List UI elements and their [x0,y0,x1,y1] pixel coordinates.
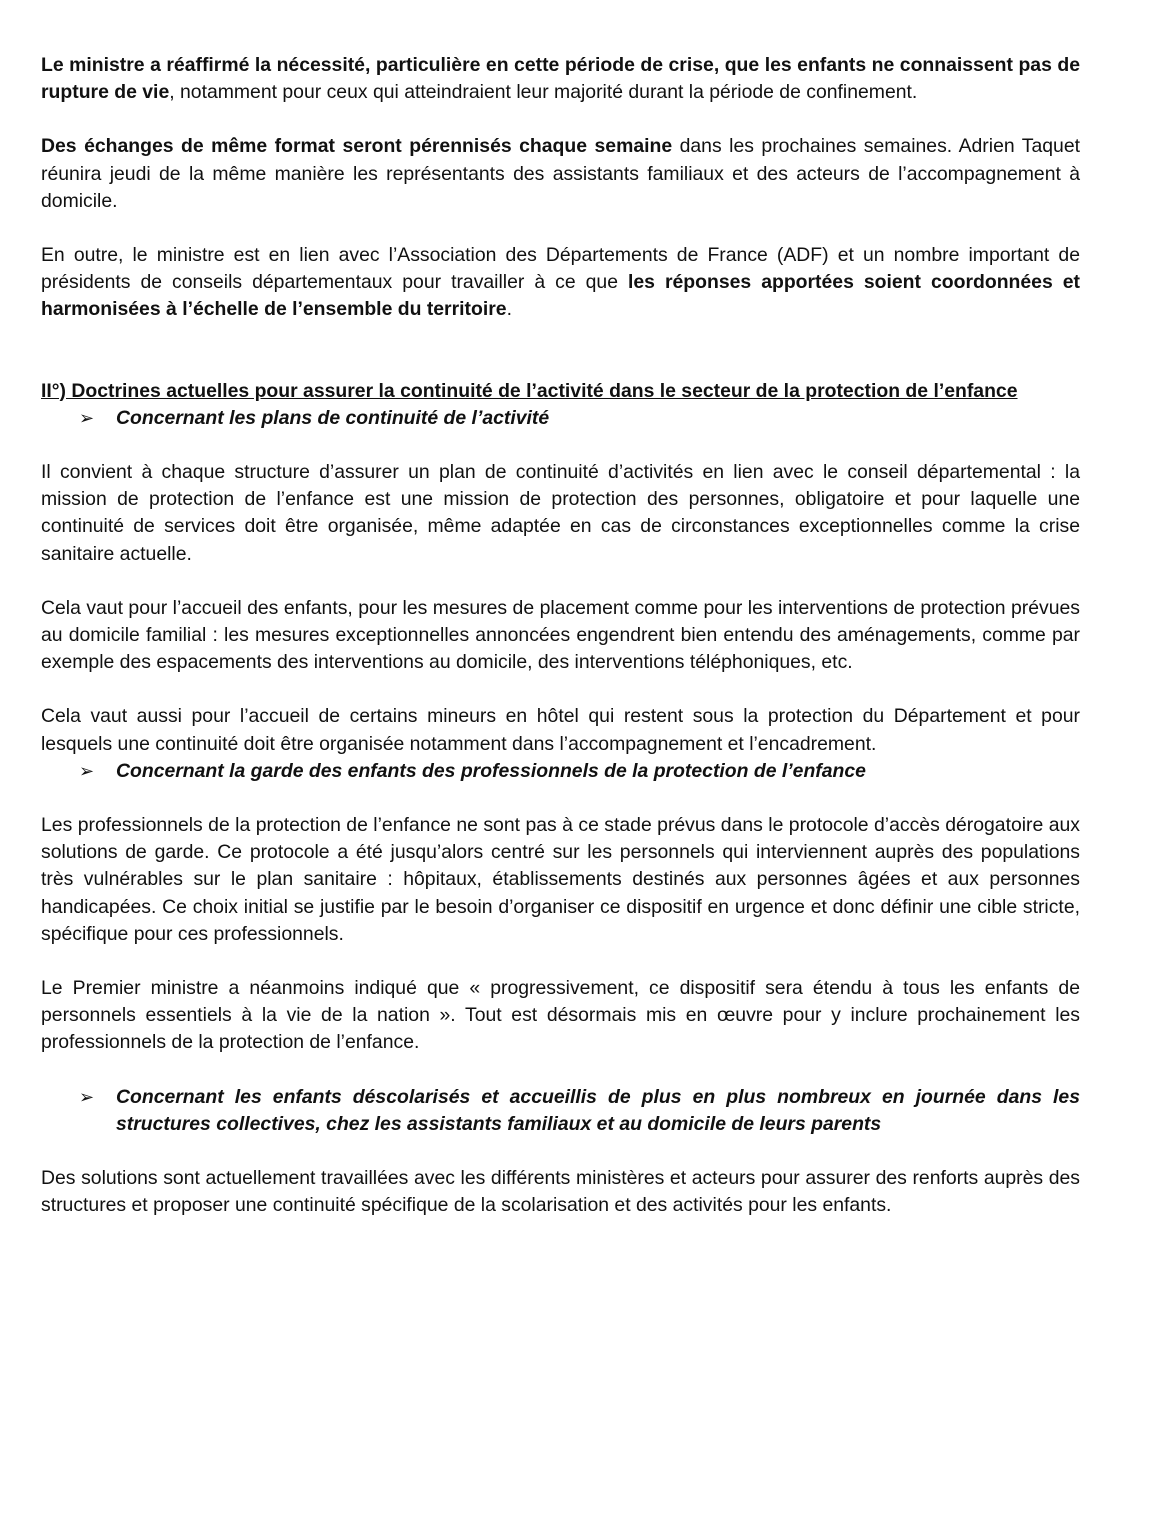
body-text: En outre, le ministre est en lien avec l’Association des Départements de France (ADF) et un nombre important de présidents de conseils départementaux pour travailler à ce que [41,244,1080,294]
bullet-title: Concernant la garde des enfants des professionnels de la protection de l’enfance [116,759,866,782]
bullet-heading-childcare [41,758,1080,785]
paragraph-solutions: Des solutions sont actuellement travaillées avec les différents ministères et acteurs pour assurer des renforts auprès des structures et proposer une continuité spécifique de la scolarisation et des activités pour les enfants. [41,1167,1080,1217]
section-heading: II°) Doctrines actuelles pour assurer la continuité de l’activité dans le secteur de la protection de l’enfance [41,379,1018,402]
paragraph-childcare-protocol: Les professionnels de la protection de l’enfance ne sont pas à ce stade prévus dans le protocole d’accès dérogatoire aux solutions de garde. Ce protocole a été jusqu’alors centré sur les personnels qui interviennent auprès des populations très vulnérables sur le plan sanitaire : hôpitaux, établissements destinés aux personnes âgées et aux personnes handicapées. Ce choix initial se justifie par le besoin d’organiser ce dispositif en urgence et donc définir une cible stricte, spécifique pour ces professionnels. [41,814,1080,945]
paragraph-adf [41,242,1080,324]
paragraph-weekly-exchanges [41,133,1080,215]
bullet-title: Concernant les enfants déscolarisés et accueillis de plus en plus nombreux en journée dans les structures collectives, chez les assistants familiaux et au domicile de leurs parents [116,1085,1080,1135]
bullet-heading-unschooled-children [41,1084,1080,1138]
bold-text: les réponses apportées soient coordonnées et harmonisées à l’échelle de l’ensemble du territoire [41,271,1080,321]
body-text: , notamment pour ceux qui atteindraient leur majorité durant la période de confinement. [169,81,918,104]
bold-text: Le ministre a réaffirmé la nécessité, particulière en cette période de crise, que les enfants ne connaissent pas de rupture de vie [41,54,1080,104]
body-text: . [506,298,512,321]
paragraph-prime-minister: Le Premier ministre a néanmoins indiqué que « progressivement, ce dispositif sera étendu à tous les enfants de personnels essentiels à la vie de la nation ». Tout est désormais mis en œuvre pour y inclure prochainement les professionnels de la protection de l’enfance. [41,977,1080,1054]
paragraph-reception: Cela vaut pour l’accueil des enfants, pour les mesures de placement comme pour les interventions de protection prévues au domicile familial : les mesures exceptionnelles annoncées engendrent bien entendu des aménagements, comme par exemple des espacements des interventions au domicile, des interventions téléphoniques, etc. [41,596,1080,674]
paragraph-hotel-minors: Cela vaut aussi pour l’accueil de certains mineurs en hôtel qui restent sous la protection du Département et pour lesquels une continuité doit être organisée notamment dans l’accompagnement et l’encadrement. [41,705,1080,755]
bullet-heading-continuity-plans [41,405,1080,432]
arrow-bullet-icon: ➢ [79,407,95,428]
bold-text: Des échanges de même format seront pérennisés chaque semaine [41,135,673,158]
arrow-bullet-icon: ➢ [79,1086,95,1107]
body-text: dans les prochaines semaines. Adrien Taquet réunira jeudi de la même manière les représentants des assistants familiaux et des acteurs de l’accompagnement à domicile. [41,135,1080,212]
arrow-bullet-icon: ➢ [79,760,95,781]
bullet-title: Concernant les plans de continuité de l’activité [116,406,550,429]
document-page [41,52,1080,1220]
paragraph-minister-continuity [41,52,1080,106]
paragraph-continuity-plan: Il convient à chaque structure d’assurer un plan de continuité d’activités en lien avec le conseil départemental : la mission de protection de l’enfance est une mission de protection des personnes, obligatoire et pour laquelle une continuité de services doit être organisée, même adaptée en cas de circonstances exceptionnelles comme la crise sanitaire actuelle. [41,461,1080,565]
